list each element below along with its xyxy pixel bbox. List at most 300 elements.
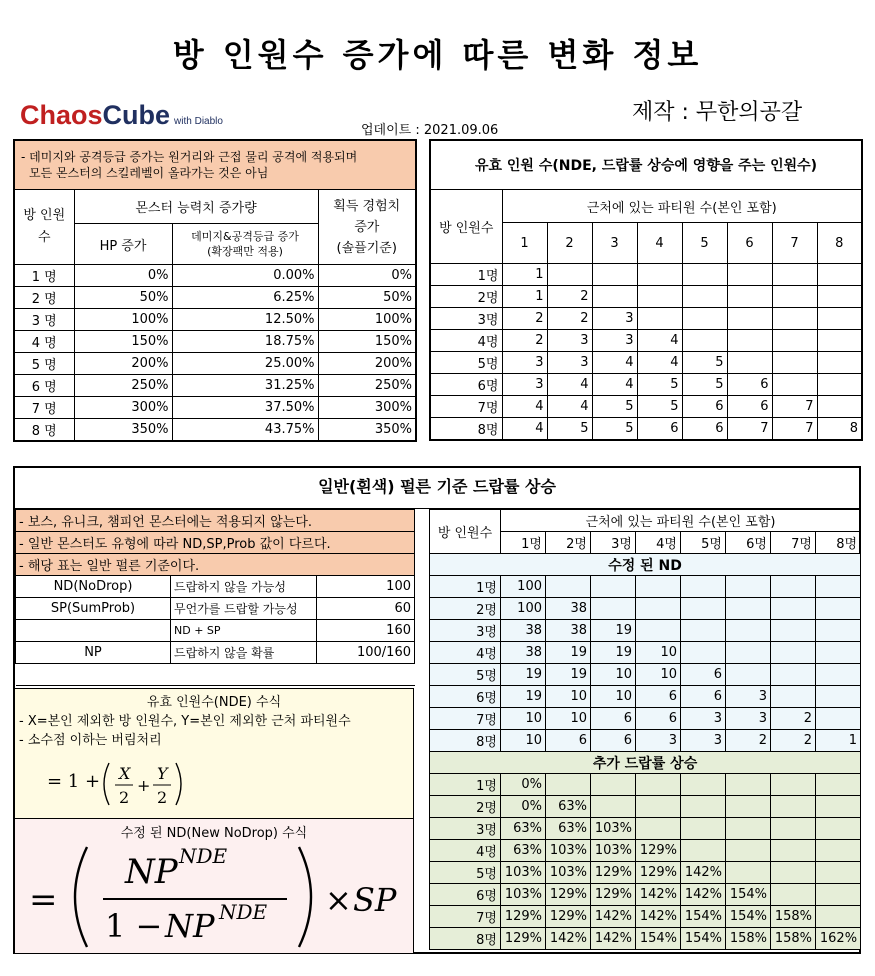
column-header: 8명 (816, 532, 861, 554)
header-hp: HP 증가 (74, 224, 172, 265)
table-cell (771, 774, 816, 796)
row-label: 3명 (430, 818, 501, 840)
table-cell (636, 774, 681, 796)
svg-text:NP: NP (165, 907, 215, 945)
page-title: 방 인원수 증가에 따른 변화 정보 (172, 36, 703, 74)
table-cell: 300% (74, 397, 172, 419)
nde-formula-line2: - 소수점 이하는 버림처리 (19, 733, 162, 748)
table-cell (817, 286, 862, 308)
table-cell: 100% (74, 309, 172, 331)
column-header: 3명 (591, 532, 636, 554)
table-cell (816, 686, 861, 708)
table-cell: 4 (637, 352, 682, 374)
table-cell: 142% (591, 906, 636, 928)
table-cell (816, 906, 861, 928)
table-cell: 3 (726, 686, 771, 708)
table-cell: 6 (682, 396, 727, 418)
header-room-count: 방 인원수 (430, 510, 501, 554)
nde-formula-title: 유효 인원수(NDE) 수식 (146, 695, 282, 710)
column-header: 7 (772, 223, 817, 264)
table-cell: 2 (547, 308, 592, 330)
table-cell (816, 884, 861, 906)
table-cell: 10 (636, 664, 681, 686)
table-cell: 6 (682, 418, 727, 441)
column-header: 6명 (726, 532, 771, 554)
table-cell: 38 (501, 642, 546, 664)
table-cell (726, 840, 771, 862)
table-cell: 5 (682, 374, 727, 396)
row-label: 3명 (430, 308, 502, 330)
table-cell: 3 (547, 330, 592, 352)
table-row (430, 774, 861, 796)
table-cell: 2 (726, 730, 771, 752)
table-row (430, 906, 861, 928)
table-cell (772, 352, 817, 374)
table-cell: 1 (816, 730, 861, 752)
table-cell (637, 308, 682, 330)
table-cell (546, 774, 591, 796)
drop-rate-increase-title: 추가 드랍률 상승 (430, 752, 861, 774)
table-cell: 6 (636, 686, 681, 708)
table-cell (637, 286, 682, 308)
table-cell: 1 (502, 264, 547, 286)
table-cell (771, 796, 816, 818)
table-cell (771, 862, 816, 884)
table-row (430, 708, 861, 730)
table-cell: 2 (771, 708, 816, 730)
table-cell: 100 (501, 598, 546, 620)
def-term: ND(NoDrop) (16, 576, 171, 598)
table-cell: 3 (636, 730, 681, 752)
table-cell: 6 (591, 730, 636, 752)
row-label: 7명 (430, 396, 502, 418)
table-cell (681, 774, 726, 796)
table-row (430, 286, 862, 308)
table-cell: 150% (318, 331, 416, 353)
table-cell (816, 840, 861, 862)
table-cell (726, 598, 771, 620)
row-label: 4 명 (14, 331, 74, 353)
row-label: 5 명 (14, 353, 74, 375)
table-cell (816, 620, 861, 642)
table-cell: 63% (501, 818, 546, 840)
column-header: 7명 (771, 532, 816, 554)
table-cell: 0% (74, 265, 172, 287)
table-cell (726, 642, 771, 664)
table-cell: 0.00% (172, 265, 318, 287)
table-row (430, 374, 862, 396)
table-cell: 18.75% (172, 331, 318, 353)
table-cell: 31.25% (172, 375, 318, 397)
header-monster-stat: 몬스터 능력치 증가량 (74, 190, 318, 224)
row-label: 1 명 (14, 265, 74, 287)
table-cell: 5 (547, 418, 592, 441)
row-label: 1명 (430, 576, 501, 598)
table-cell (816, 862, 861, 884)
table-cell: 6 (637, 418, 682, 441)
table-cell: 3 (502, 352, 547, 374)
table-cell: 19 (591, 642, 636, 664)
table-cell (771, 840, 816, 862)
column-header: 8 (817, 223, 862, 264)
table-cell: 6 (546, 730, 591, 752)
table-cell: 4 (547, 374, 592, 396)
table-cell (816, 818, 861, 840)
table-cell: 6 (727, 396, 772, 418)
row-label: 4명 (430, 840, 501, 862)
table-cell: 142% (681, 862, 726, 884)
table-row (430, 418, 862, 441)
new-nd-formula-title: 수정 된 ND(New NoDrop) 수식 (120, 826, 308, 841)
table-cell: 100 (501, 576, 546, 598)
table-row (430, 642, 861, 664)
table-cell: 142% (681, 884, 726, 906)
table-cell (816, 576, 861, 598)
table-cell (771, 620, 816, 642)
table-cell (681, 620, 726, 642)
table-cell: 3 (726, 708, 771, 730)
table-cell: 103% (546, 862, 591, 884)
table-row (16, 620, 415, 642)
table-cell (772, 330, 817, 352)
table-cell: 200% (74, 353, 172, 375)
table-cell (547, 264, 592, 286)
row-label: 4명 (430, 642, 501, 664)
table-cell: 5 (592, 418, 637, 441)
table-cell: 7 (772, 418, 817, 441)
table-cell (816, 664, 861, 686)
table-row (430, 730, 861, 752)
table-cell (726, 774, 771, 796)
modified-nd-title: 수정 된 ND (430, 554, 861, 576)
drop-note-3: - 해당 표는 일반 펄른 기준이다. (16, 554, 415, 576)
table-cell (727, 264, 772, 286)
table-cell: 100% (318, 309, 416, 331)
svg-text:NDE: NDE (179, 844, 228, 868)
table-row (16, 576, 415, 598)
table-cell (816, 796, 861, 818)
table-cell (817, 374, 862, 396)
table-cell (817, 396, 862, 418)
column-header: 5 (682, 223, 727, 264)
row-label: 8명 (430, 928, 501, 950)
svg-text:NP: NP (125, 852, 178, 892)
table-cell: 3 (547, 352, 592, 374)
table-cell: 6 (681, 686, 726, 708)
row-label: 1명 (430, 264, 502, 286)
table-cell: 43.75% (172, 419, 318, 442)
table-cell: 103% (501, 884, 546, 906)
table-cell: 142% (591, 928, 636, 950)
table-cell (817, 264, 862, 286)
table-cell: 2 (547, 286, 592, 308)
table-cell: 158% (726, 928, 771, 950)
row-label: 6명 (430, 686, 501, 708)
table-cell: 300% (318, 397, 416, 419)
svg-text:1 −: 1 − (105, 907, 163, 945)
table-cell (771, 686, 816, 708)
table-cell: 3 (592, 308, 637, 330)
svg-text:+: + (137, 776, 151, 795)
table-cell: 129% (591, 862, 636, 884)
table-cell (816, 642, 861, 664)
svg-text:×: × (325, 881, 352, 919)
def-value: 160 (317, 620, 415, 642)
table-cell (682, 330, 727, 352)
def-term: NP (16, 642, 171, 664)
header-room-count: 방 인원수 (14, 190, 74, 265)
header-party-count: 근처에 있는 파티원 수(본인 포함) (501, 510, 861, 532)
maker-credit: 제작 : 무한의공갈 (632, 100, 803, 125)
table-cell: 129% (546, 884, 591, 906)
table-cell (817, 308, 862, 330)
table-cell (682, 308, 727, 330)
table-row (16, 642, 415, 664)
table-cell (771, 664, 816, 686)
row-label: 7명 (430, 708, 501, 730)
table-cell: 200% (318, 353, 416, 375)
table-row (14, 397, 416, 419)
drop-note-1: - 보스, 유니크, 챔피언 몬스터에는 적용되지 않는다. (16, 510, 415, 532)
column-header: 5명 (681, 532, 726, 554)
svg-text:=: = (29, 880, 58, 920)
table-cell (636, 598, 681, 620)
table-cell: 10 (546, 686, 591, 708)
table-cell: 142% (636, 906, 681, 928)
table-cell (772, 374, 817, 396)
table-cell: 19 (501, 664, 546, 686)
table-row (16, 598, 415, 620)
table-cell (816, 774, 861, 796)
table-row (430, 664, 861, 686)
table-cell: 10 (591, 664, 636, 686)
table-cell: 10 (636, 642, 681, 664)
table-cell (682, 264, 727, 286)
nde-formula (33, 755, 233, 813)
row-label: 3 명 (14, 309, 74, 331)
table-cell: 158% (771, 928, 816, 950)
def-term: SP(SumProb) (16, 598, 171, 620)
table-cell: 154% (681, 928, 726, 950)
table-cell (636, 796, 681, 818)
table-cell: 3 (502, 374, 547, 396)
table-cell: 154% (726, 884, 771, 906)
svg-text:SP: SP (353, 881, 397, 919)
column-header: 3 (592, 223, 637, 264)
row-label: 2명 (430, 796, 501, 818)
nde-formula-line1: - X=본인 제외한 방 인원수, Y=본인 제외한 근처 파티원수 (19, 714, 351, 729)
table-cell (591, 796, 636, 818)
table-cell: 4 (502, 396, 547, 418)
table-cell: 3 (681, 730, 726, 752)
table-cell: 4 (547, 396, 592, 418)
table-cell (681, 598, 726, 620)
table-cell (726, 576, 771, 598)
table-cell: 162% (816, 928, 861, 950)
row-label: 5명 (430, 862, 501, 884)
row-label: 6명 (430, 374, 502, 396)
table-cell: 1 (502, 286, 547, 308)
table-cell: 63% (546, 796, 591, 818)
def-description: 드랍하지 않을 확률 (171, 642, 317, 664)
table-cell: 3 (592, 330, 637, 352)
column-header: 6 (727, 223, 772, 264)
table-cell (591, 598, 636, 620)
table-cell (726, 620, 771, 642)
table-cell (636, 576, 681, 598)
table-cell (681, 840, 726, 862)
column-header: 4 (637, 223, 682, 264)
table-cell: 0% (501, 796, 546, 818)
row-label: 7명 (430, 906, 501, 928)
monster-stat-table (13, 139, 417, 442)
def-description: ND + SP (171, 620, 317, 642)
table-cell (681, 642, 726, 664)
table-row (430, 840, 861, 862)
table-cell (817, 352, 862, 374)
table-cell: 38 (501, 620, 546, 642)
table-cell: 38 (546, 598, 591, 620)
table-cell (771, 598, 816, 620)
drop-rate-title: 일반(흰색) 펄른 기준 드랍률 상승 (13, 466, 861, 509)
table-cell: 5 (637, 374, 682, 396)
table-cell: 7 (727, 418, 772, 441)
table-cell: 10 (546, 708, 591, 730)
row-label: 8 명 (14, 419, 74, 442)
table-cell (727, 330, 772, 352)
row-label: 2명 (430, 598, 501, 620)
table-cell (726, 862, 771, 884)
row-label: 7 명 (14, 397, 74, 419)
table-cell: 5 (637, 396, 682, 418)
table-cell: 350% (318, 419, 416, 442)
table-cell: 129% (501, 928, 546, 950)
row-label: 2 명 (14, 287, 74, 309)
drop-definitions (15, 509, 415, 686)
row-label: 6 명 (14, 375, 74, 397)
row-label: 1명 (430, 774, 501, 796)
table-cell: 6 (727, 374, 772, 396)
table-cell: 103% (546, 840, 591, 862)
table-cell: 2 (771, 730, 816, 752)
table-cell (591, 576, 636, 598)
table-cell (816, 708, 861, 730)
table-row (430, 884, 861, 906)
table-row (430, 576, 861, 598)
table-row (430, 396, 862, 418)
table-cell: 4 (502, 418, 547, 441)
row-label: 3명 (430, 620, 501, 642)
table-row (14, 331, 416, 353)
table-cell: 154% (681, 906, 726, 928)
table-cell: 8 (817, 418, 862, 441)
table-cell: 250% (318, 375, 416, 397)
table-cell: 142% (636, 884, 681, 906)
row-label: 4명 (430, 330, 502, 352)
table-row (430, 264, 862, 286)
table-cell: 19 (501, 686, 546, 708)
table-row (430, 620, 861, 642)
table-cell: 38 (546, 620, 591, 642)
table-cell: 5 (592, 396, 637, 418)
row-label: 8명 (430, 730, 501, 752)
def-value: 100 (317, 576, 415, 598)
table-row (14, 265, 416, 287)
column-header: 4명 (636, 532, 681, 554)
table-cell: 250% (74, 375, 172, 397)
table-row (14, 419, 416, 442)
def-description: 무언가를 드랍할 가능성 (171, 598, 317, 620)
table-cell: 19 (546, 642, 591, 664)
table-row (430, 796, 861, 818)
row-label: 5명 (430, 352, 502, 374)
table-cell: 154% (726, 906, 771, 928)
table-cell: 129% (636, 840, 681, 862)
table-cell (772, 308, 817, 330)
table-cell: 103% (501, 862, 546, 884)
table-cell (682, 286, 727, 308)
table-cell: 2 (502, 330, 547, 352)
table-cell: 19 (546, 664, 591, 686)
table-row (430, 862, 861, 884)
table-cell: 6 (591, 708, 636, 730)
chaoscube-logo: ChaosCube with Diablo (20, 100, 223, 130)
drop-note-2: - 일반 몬스터도 유형에 따라 ND,SP,Prob 값이 다르다. (16, 532, 415, 554)
table-cell (772, 264, 817, 286)
table-cell: 103% (591, 840, 636, 862)
table-cell: 5 (682, 352, 727, 374)
table-cell (591, 774, 636, 796)
table-cell: 37.50% (172, 397, 318, 419)
table-cell: 10 (501, 708, 546, 730)
column-header: 1 (502, 223, 547, 264)
svg-text:2: 2 (157, 788, 168, 807)
table-cell (816, 598, 861, 620)
svg-text:X: X (119, 764, 131, 783)
table-row (430, 818, 861, 840)
table-cell: 150% (74, 331, 172, 353)
table-row (430, 928, 861, 950)
nde-formula-box (15, 688, 414, 819)
table-cell (592, 264, 637, 286)
table-row (14, 287, 416, 309)
table-cell: 0% (501, 774, 546, 796)
table-cell: 103% (591, 818, 636, 840)
table-cell: 63% (546, 818, 591, 840)
nde-table-title: 유효 인원 수(NDE, 드랍률 상승에 영향을 주는 인원수) (430, 140, 862, 190)
table-row (14, 309, 416, 331)
table-cell (772, 286, 817, 308)
table-row (430, 330, 862, 352)
def-term (16, 620, 171, 642)
table-cell (727, 352, 772, 374)
table-cell: 6.25% (172, 287, 318, 309)
table-cell (726, 796, 771, 818)
table-cell (546, 576, 591, 598)
table-cell: 50% (318, 287, 416, 309)
table-cell (727, 286, 772, 308)
table-cell: 129% (546, 906, 591, 928)
table-cell (771, 576, 816, 598)
def-value: 100/160 (317, 642, 415, 664)
table-cell (681, 576, 726, 598)
table-cell: 4 (637, 330, 682, 352)
def-description: 드랍하지 않을 가능성 (171, 576, 317, 598)
table-cell (726, 818, 771, 840)
table-cell: 3 (681, 708, 726, 730)
drop-rate-table (429, 509, 861, 950)
table-cell (681, 818, 726, 840)
